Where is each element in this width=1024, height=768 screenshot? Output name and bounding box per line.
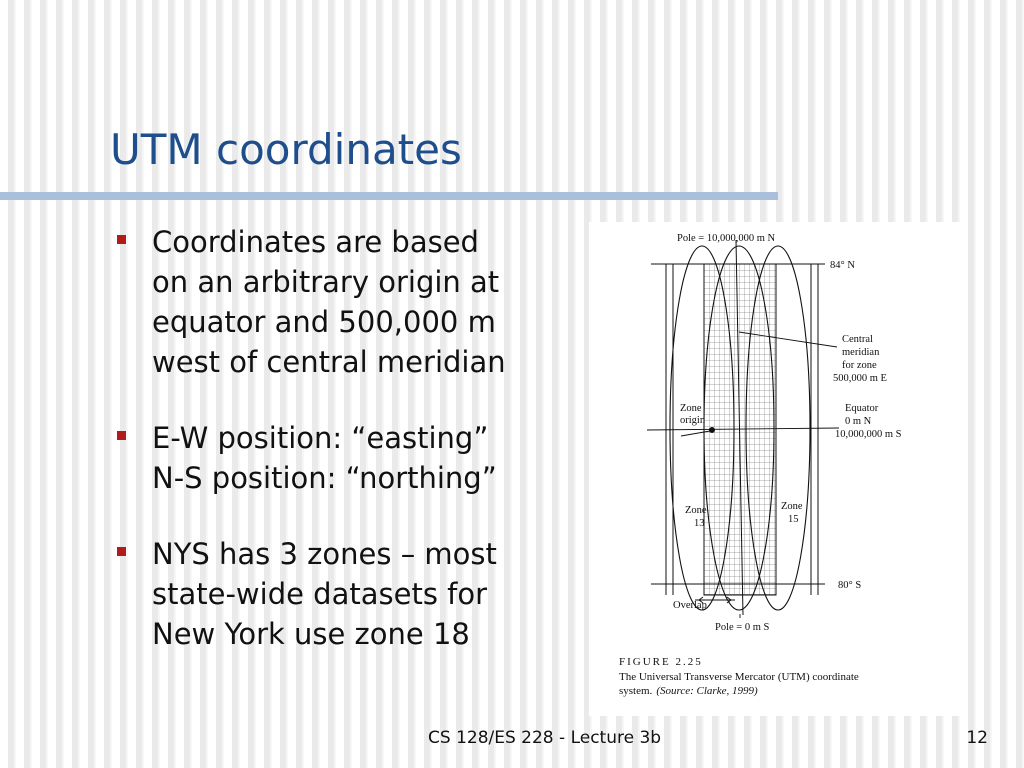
square-bullet-icon xyxy=(117,235,126,244)
zone-origin-label-2: origin xyxy=(680,415,706,426)
central-meridian-label-1: Central xyxy=(842,334,873,345)
square-bullet-icon xyxy=(117,547,126,556)
central-meridian-label-4: 500,000 m E xyxy=(833,373,887,384)
zone-13-label-1: Zone xyxy=(685,505,707,516)
latitude-80s-label: 80° S xyxy=(838,580,862,591)
square-bullet-icon xyxy=(117,431,126,440)
bullet-item xyxy=(110,418,590,498)
bullet-list xyxy=(110,222,590,690)
bullet-item xyxy=(110,222,590,382)
figure-caption-line-2-text: system. xyxy=(619,685,653,697)
overlap-label: Overlap xyxy=(673,600,707,611)
bullet-item xyxy=(110,534,590,654)
central-meridian-label-3: for zone xyxy=(842,360,877,371)
zone-origin-dot xyxy=(709,427,715,433)
utm-diagram xyxy=(589,222,960,716)
figure-caption-line-2 xyxy=(619,685,758,697)
central-meridian-label-2: meridian xyxy=(842,347,880,358)
pole-bottom-label: Pole = 0 m S xyxy=(715,622,770,633)
zone-13-label-2: 13 xyxy=(694,518,705,529)
latitude-84n-label: 84° N xyxy=(830,260,855,271)
utm-figure xyxy=(589,222,960,716)
figure-caption-heading: FIGURE 2.25 xyxy=(619,656,703,668)
equator-label-1: Equator xyxy=(845,403,879,414)
zone-15-label-2: 15 xyxy=(788,514,799,525)
footer-page-number: 12 xyxy=(966,728,988,748)
footer-course-label: CS 128/ES 228 - Lecture 3b xyxy=(428,728,662,748)
equator-label-2: 0 m N xyxy=(845,416,872,427)
equator-label-3: 10,000,000 m S xyxy=(835,429,902,440)
bullet-text: NYS has 3 zones – most state-wide datasets for New York use zone 18 xyxy=(152,537,497,651)
zone-15-label-1: Zone xyxy=(781,501,803,512)
figure-caption-line-1: The Universal Transverse Mercator (UTM) coordinate xyxy=(619,671,859,683)
figure-caption-source: (Source: Clarke, 1999) xyxy=(656,685,758,697)
zone-origin-label-1: Zone xyxy=(680,403,702,414)
bullet-text: E-W position: “easting” N-S position: “northing” xyxy=(152,421,497,495)
pole-top-label: Pole = 10,000,000 m N xyxy=(677,233,776,244)
bullet-text: Coordinates are based on an arbitrary origin at equator and 500,000 m west of central meridian xyxy=(152,225,506,379)
title-divider xyxy=(0,192,778,200)
slide-title: UTM coordinates xyxy=(110,125,462,174)
